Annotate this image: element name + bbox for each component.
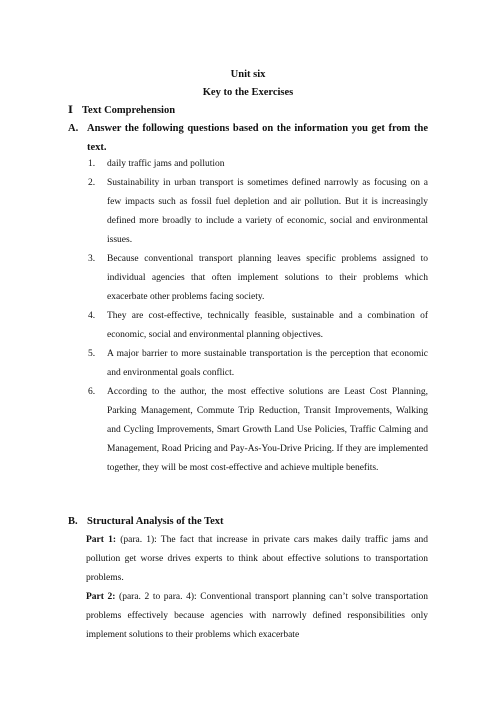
unit-title: Unit six — [230, 69, 266, 80]
item-text: Sustainability in urban transport is sometimes defined narrowly as focusing on a few impacts such as fossil fuel depletion and air pollution. But it is increasingly defined more broadly to include a variety of economic, social and environmental issues. — [107, 178, 428, 245]
section-heading — [68, 104, 175, 117]
structure-part — [86, 531, 428, 588]
part-b-heading — [68, 512, 428, 531]
part-a-text: Answer the following questions based on the information you get from the text. — [87, 123, 428, 153]
part-label: Part 2: — [86, 592, 116, 602]
item-text: Because conventional transport planning leaves specific problems assigned to individual agencies that often implement solutions to their problems which exacerbate other problems facing society. — [107, 254, 428, 302]
item-text: According to the author, the most effective solutions are Least Cost Planning, Parking Management, Commute Trip Reduction, Transit Improvements, Walking and Cycling Improvements, Smart Growth Land Use Policies, Traffic Calming and Management, Road Pricing and Pay-As-You-Drive Pricing. If they are implemented together, they will be most cost-effective and achieve multiple benefits. — [107, 387, 428, 473]
item-number: 2. — [88, 178, 96, 188]
part-label: Part 1: — [86, 535, 117, 545]
item-text: A major barrier to more sustainable transportation is the perception that economic and environmental goals conflict. — [107, 349, 428, 378]
part-text: (para. 1): The fact that increase in private cars makes daily traffic jams and pollution get worse drives experts to think about effective solutions to transportation problems. — [86, 535, 428, 583]
section-number: Ⅰ — [68, 105, 73, 116]
structure-list — [86, 531, 428, 645]
item-number: 1. — [88, 159, 96, 169]
item-number: 6. — [88, 387, 96, 397]
list-item — [86, 174, 428, 250]
item-text: daily traffic jams and pollution — [107, 159, 225, 169]
item-text: They are cost-effective, technically feasible, sustainable and a combination of economic, social and environmental planning objectives. — [107, 311, 428, 340]
item-number: 4. — [88, 311, 96, 321]
structure-part — [86, 588, 428, 645]
list-item — [86, 250, 428, 307]
part-a-letter: A. — [68, 123, 79, 134]
part-a-heading — [68, 119, 428, 157]
list-item — [86, 383, 428, 478]
key-title: Key to the Exercises — [202, 87, 294, 98]
item-number: 5. — [88, 349, 96, 359]
item-number: 3. — [88, 254, 96, 264]
list-item — [86, 345, 428, 383]
part-text: (para. 2 to para. 4): Conventional transport planning can’t solve transportation problems effectively because agencies with narrowly defined responsibilities only implement solutions to their problems which exacerbate — [86, 592, 428, 640]
list-item — [86, 155, 428, 174]
section-title: Text Comprehension — [82, 105, 176, 116]
part-b-text: Structural Analysis of the Text — [87, 516, 224, 527]
answer-list — [86, 155, 428, 478]
list-item — [86, 307, 428, 345]
part-b-letter: B. — [68, 516, 78, 527]
